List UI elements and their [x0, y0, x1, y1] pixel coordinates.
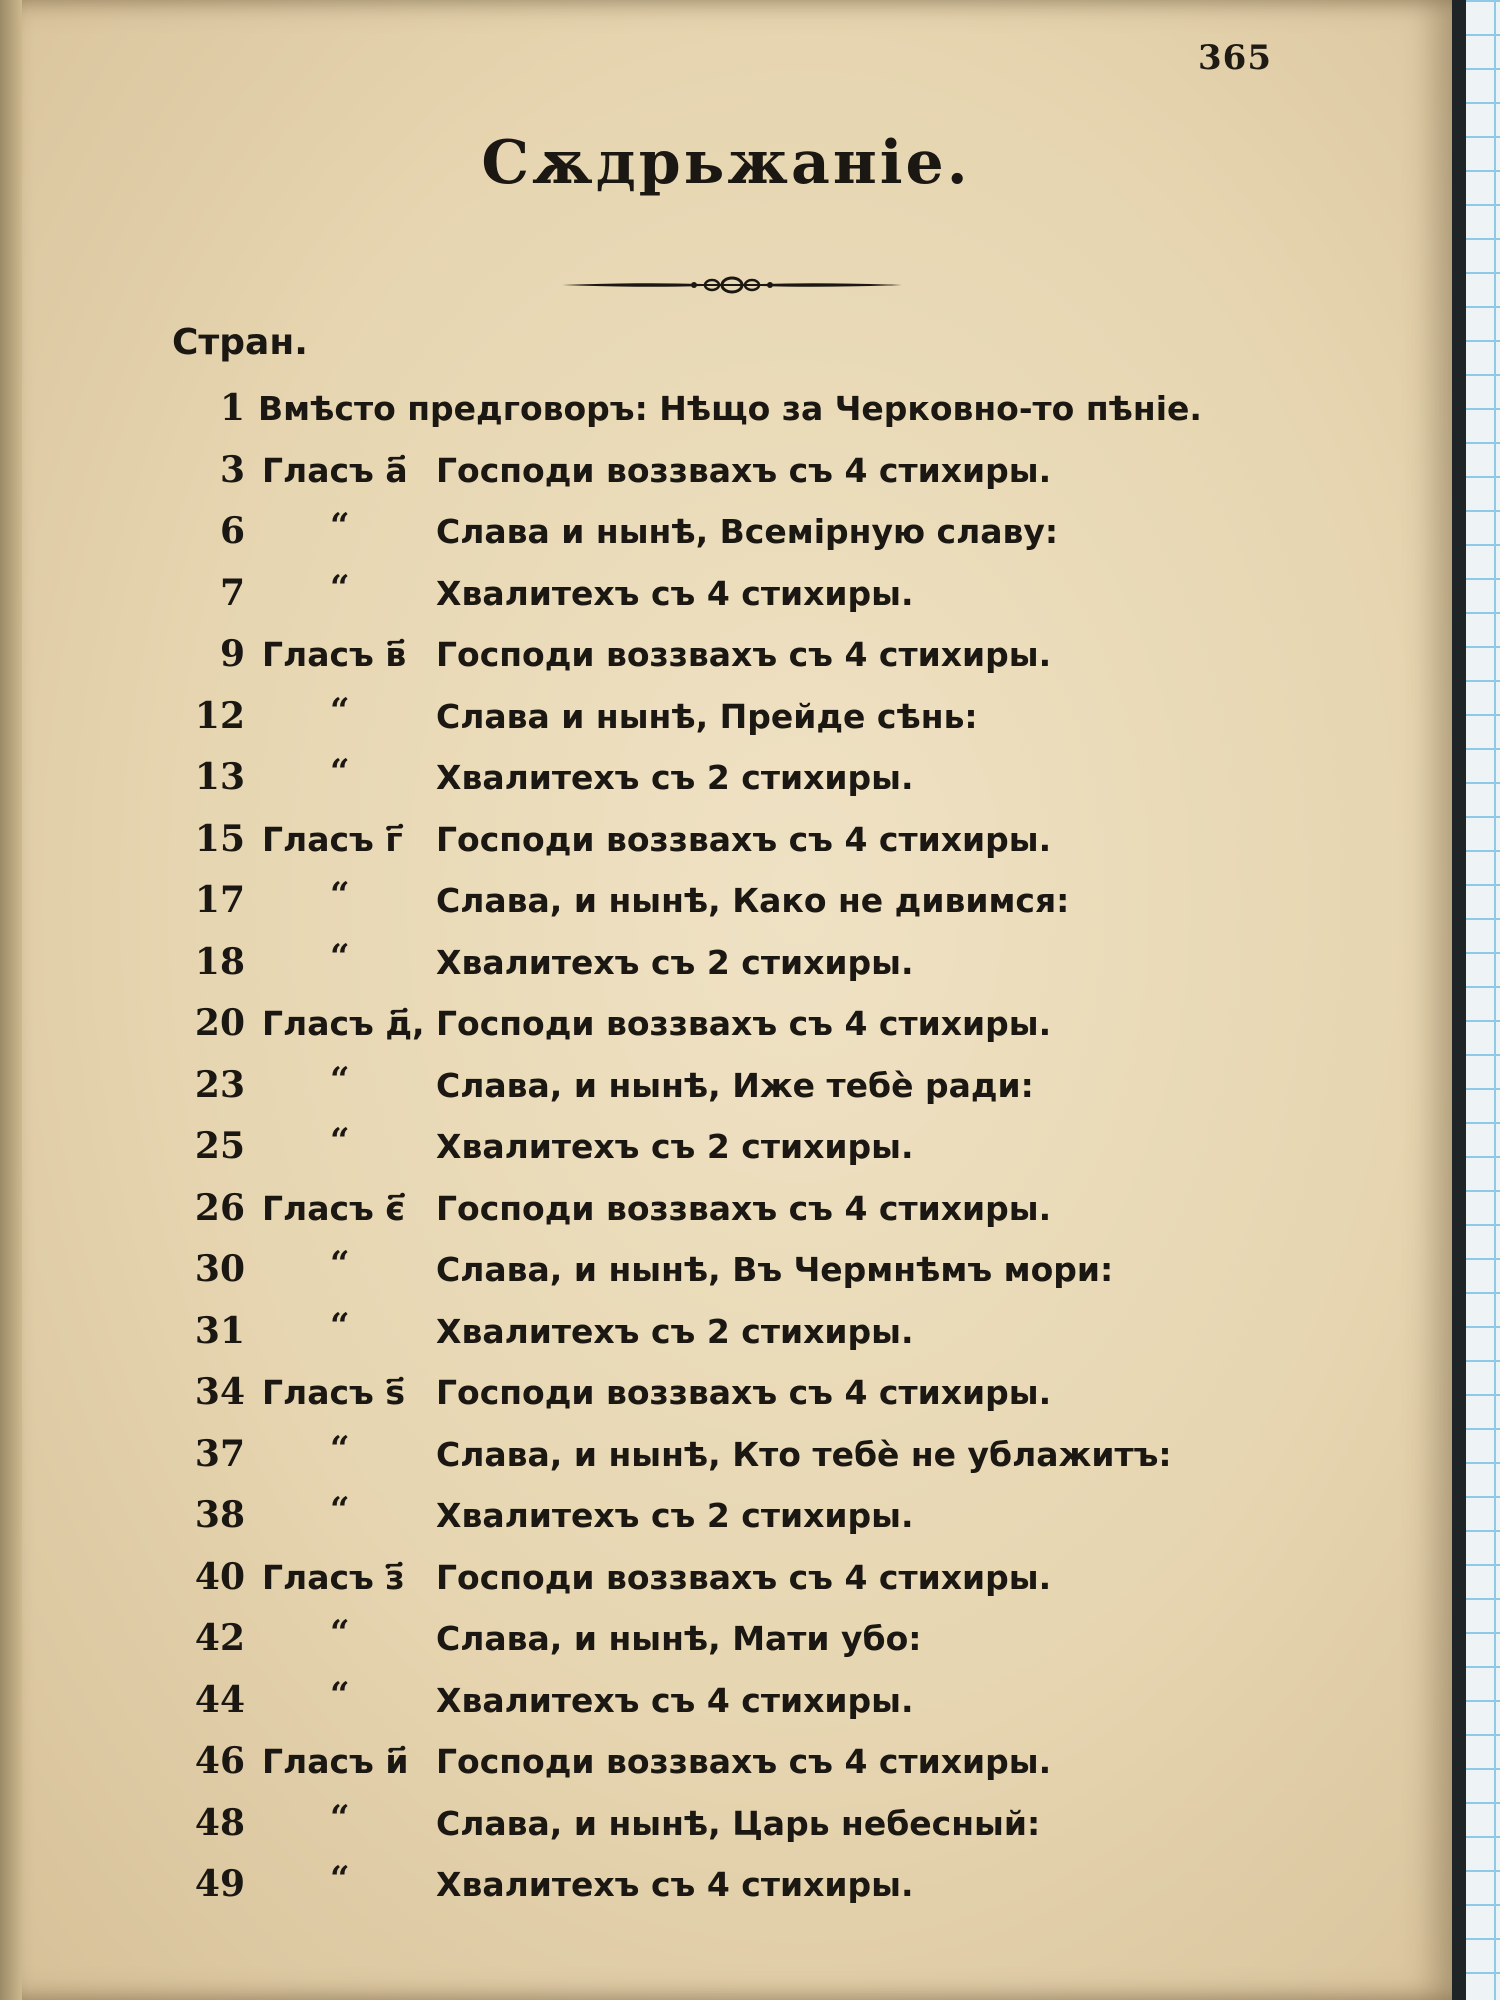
toc-page-number: 23: [194, 1063, 245, 1106]
toc-ditto-mark: “: [330, 690, 350, 731]
column-header-pages: Стран.: [172, 322, 308, 363]
toc-page-number: 46: [194, 1740, 245, 1782]
ornament-divider: [562, 270, 902, 300]
toc-page-number: 26: [194, 1186, 245, 1229]
toc-entry: [0, 1613, 1452, 1673]
page-number: 365: [1198, 38, 1272, 78]
toc-voice-label: Гласъ з҃: [262, 1557, 405, 1597]
toc-entry: [0, 875, 1452, 935]
toc-page-number: 9: [219, 633, 245, 675]
toc-entry: [0, 998, 1452, 1058]
toc-voice-label: Гласъ и҃: [262, 1742, 409, 1781]
toc-entry-title: Господи воззвахъ съ 4 стихиры.: [436, 1004, 1052, 1043]
toc-ditto-mark: “: [330, 936, 350, 977]
toc-page-number: 48: [194, 1801, 245, 1844]
toc-page-number: 42: [194, 1617, 245, 1659]
toc-voice-label: Гласъ а҃: [262, 450, 408, 490]
toc-entry-title: Господи воззвахъ съ 4 стихиры.: [436, 1557, 1052, 1597]
toc-page-number: 34: [194, 1371, 245, 1413]
toc-entry: [0, 1798, 1452, 1858]
toc-entry: [0, 445, 1452, 505]
toc-page-number: 1: [219, 387, 245, 429]
toc-ditto-mark: “: [330, 1613, 350, 1653]
toc-page-number: 17: [194, 879, 245, 921]
toc-voice-label: Гласъ г҃: [262, 819, 403, 859]
toc-voice-label: Гласъ ѕ҃: [262, 1373, 405, 1412]
toc-entry-title: Хвалитехъ съ 4 стихиры.: [436, 1680, 914, 1720]
toc-entry-title: Господи воззвахъ съ 4 стихиры.: [436, 1373, 1052, 1412]
toc-entry-title: Господи воззвахъ съ 4 стихиры.: [436, 1742, 1052, 1781]
toc-page-number: 30: [194, 1248, 245, 1290]
toc-entry-title: Хвалитехъ съ 2 стихиры.: [436, 1311, 914, 1351]
toc-entry-title: Слава, и нынѣ, Како не дивимся:: [436, 881, 1070, 920]
toc-page-number: 38: [194, 1494, 245, 1536]
toc-entry-title: Вмѣсто предговоръ: Нѣщо за Черковно-то пѣніе.: [258, 389, 1202, 428]
toc-entry-title: Хвалитехъ съ 4 стихиры.: [436, 1865, 914, 1904]
toc-entry-title: Слава и нынѣ, Всемірную славу:: [436, 512, 1059, 551]
toc-page-number: 7: [219, 571, 245, 614]
toc-ditto-mark: “: [330, 1674, 350, 1715]
toc-entry-title: Хвалитехъ съ 2 стихиры.: [436, 1496, 914, 1535]
toc-ditto-mark: “: [330, 1121, 350, 1161]
toc-page-number: 6: [219, 510, 245, 552]
toc-entry: [0, 1552, 1452, 1612]
toc-entry: [0, 1490, 1452, 1550]
toc-entry: [0, 1121, 1452, 1181]
toc-ditto-mark: “: [330, 1490, 350, 1530]
toc-entry-title: Слава, и нынѣ, Мати убо:: [436, 1619, 922, 1658]
toc-entry: [0, 1367, 1452, 1427]
toc-ditto-mark: “: [330, 1428, 350, 1469]
toc-entry-title: Слава, и нынѣ, Въ Чермнѣмъ мори:: [436, 1250, 1114, 1289]
toc-entry: [0, 814, 1452, 874]
toc-entry: [0, 506, 1452, 566]
toc-entry: [0, 1244, 1452, 1304]
toc-entry-title: Хвалитехъ съ 2 стихиры.: [436, 1127, 914, 1166]
toc-entry: [0, 752, 1452, 812]
toc-entry: [0, 1306, 1452, 1366]
toc-page-number: 12: [194, 694, 245, 737]
toc-entry-title: Господи воззвахъ съ 4 стихиры.: [436, 450, 1052, 490]
toc-entry-title: Господи воззвахъ съ 4 стихиры.: [436, 1188, 1052, 1228]
toc-entry: [0, 1675, 1452, 1735]
toc-entry: [0, 1183, 1452, 1243]
toc-page-number: 15: [194, 817, 245, 860]
toc-entry-title: Хвалитехъ съ 4 стихиры.: [436, 573, 914, 613]
toc-entry-title: Господи воззвахъ съ 4 стихиры.: [436, 635, 1052, 674]
toc-voice-label: Гласъ д҃,: [262, 1004, 425, 1043]
toc-ditto-mark: “: [330, 875, 350, 915]
toc-entry: [0, 691, 1452, 751]
grid-notebook-paper: [1460, 0, 1500, 2000]
toc-ditto-mark: “: [330, 1305, 350, 1346]
toc-page-number: 44: [194, 1678, 245, 1721]
toc-entry: [0, 1060, 1452, 1120]
toc-ditto-mark: “: [330, 1797, 350, 1838]
toc-entry: [0, 1429, 1452, 1489]
toc-entry: [0, 1736, 1452, 1796]
toc-ditto-mark: “: [330, 506, 350, 546]
toc-voice-label: Гласъ є҃: [262, 1188, 405, 1228]
toc-entry: [0, 629, 1452, 689]
toc-page-number: 13: [194, 756, 245, 798]
toc-page-number: 3: [219, 448, 245, 491]
toc-ditto-mark: “: [330, 1859, 350, 1899]
toc-page-number: 25: [194, 1125, 245, 1167]
toc-ditto-mark: “: [330, 567, 350, 608]
toc-page-number: 31: [194, 1309, 245, 1352]
toc-voice-label: Гласъ в҃: [262, 635, 407, 674]
toc-entry-title: Господи воззвахъ съ 4 стихиры.: [436, 819, 1052, 859]
toc-ditto-mark: “: [330, 752, 350, 792]
toc-page-number: 37: [194, 1432, 245, 1475]
toc-entry: [0, 937, 1452, 997]
toc-entry-title: Хвалитехъ съ 2 стихиры.: [436, 758, 914, 797]
toc-entry-title: Слава, и нынѣ, Кто тебѐ не ублажитъ:: [436, 1434, 1172, 1474]
toc-entry-title: Слава, и нынѣ, Иже тебѐ ради:: [436, 1065, 1034, 1105]
toc-entry-title: Хвалитехъ съ 2 стихиры.: [436, 942, 914, 982]
toc-ditto-mark: “: [330, 1244, 350, 1284]
toc-ditto-mark: “: [330, 1059, 350, 1100]
toc-page-number: 18: [194, 940, 245, 983]
page-title: Сѫдрьжаніе.: [481, 128, 971, 198]
toc-entry: [0, 1859, 1452, 1919]
toc-page-number: 20: [194, 1002, 245, 1044]
toc-entry: [0, 383, 1452, 443]
toc-page-number: 49: [194, 1863, 245, 1905]
toc-page-number: 40: [194, 1555, 245, 1598]
toc-entry-title: Слава и нынѣ, Прейде сѣнь:: [436, 696, 978, 736]
toc-entry-title: Слава, и нынѣ, Царь небесный:: [436, 1803, 1041, 1843]
toc-entry: [0, 568, 1452, 628]
